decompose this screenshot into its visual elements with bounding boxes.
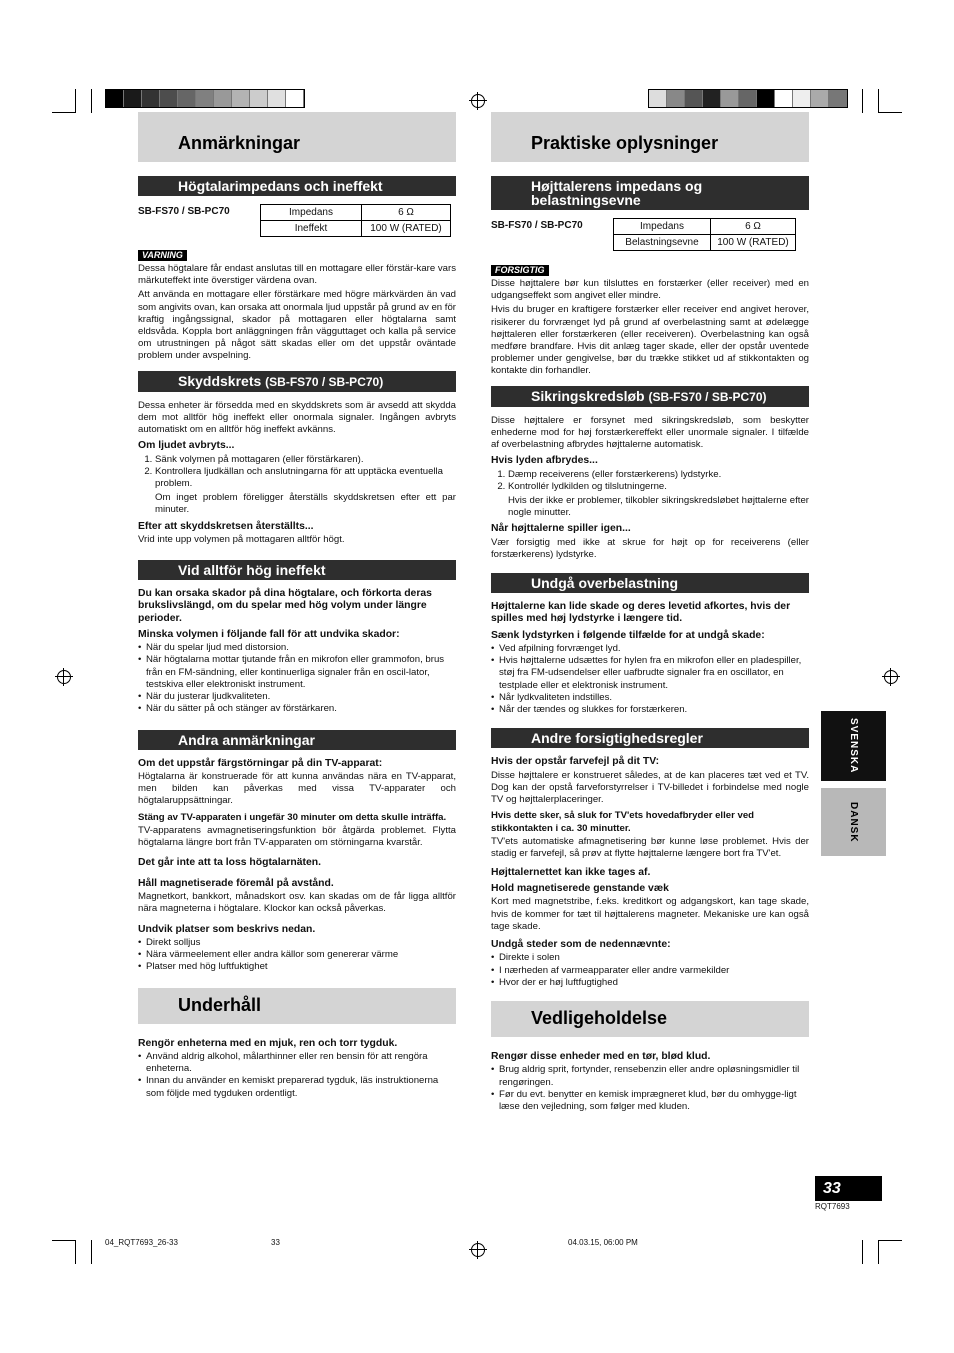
subheading: Minska volymen i följande fall för att undvika skador: bbox=[138, 628, 400, 640]
spec-block bbox=[491, 218, 809, 251]
bold-paragraph: Højttalerne kan lide skade og deres levetid afkortes, hvis der spilles med høj lydstyrke i længere tid. bbox=[491, 601, 791, 625]
paragraph: TV'ets automatiske afmagnetisering bør kunne løse problemet. Hvis der stadig er farvefejl, så prøv at flytte højttalerne længere bort fra TV'et. bbox=[491, 836, 809, 860]
steps-list bbox=[491, 469, 809, 493]
paragraph: Dessa högtalare får endast anslutas till en mottagare eller förstär-kare vars märkuteffekt inte överstiger värdena ovan. bbox=[138, 263, 456, 287]
spec-cell: Ineffekt bbox=[261, 221, 362, 237]
paragraph: TV-apparatens avmagnetiseringsfunktion bör åtgärda problemet. Flytta högtalarna längre bort från TV-apparaten om störningarna kvarstår. bbox=[138, 824, 456, 849]
list-item: • När du spelar ljud med distorsion. bbox=[146, 642, 456, 654]
crop-mark bbox=[878, 89, 879, 113]
subheading: Højttalernettet kan ikke tages af. bbox=[491, 866, 651, 878]
crop-mark bbox=[878, 1240, 879, 1264]
crop-mark bbox=[75, 89, 76, 113]
warning-label: FORSIGTIG bbox=[491, 265, 549, 276]
crop-mark bbox=[91, 89, 92, 113]
list-item: • Använd aldrig alkohol, målarthinner eller ren bensin för att rengöra enheterna. bbox=[146, 1051, 456, 1075]
heading-other-dk: Andre forsigtighedsregler bbox=[491, 728, 809, 748]
spec-cell: Belastningsevne bbox=[614, 235, 711, 251]
spec-cell: 100 W (RATED) bbox=[711, 235, 796, 251]
paragraph: Hvis du bruger en kraftigere forstærker eller receiver end angivet herover, risikerer du forvrænget lyd på grund af overbelastning samt at ødelægge højttaleren eller forstærkeren (eller receiveren). Overbelastning kan også medføre brandfare. Hvis dit anlæg tager skade, eller der opstår uventede problemer under gengivelse, bør du trække stikket ud af stikkontakten og kontakte din forhandler. bbox=[491, 304, 809, 377]
list-item: 1. Sänk volymen på mottagaren (eller förstärkaren). bbox=[155, 454, 456, 466]
spec-table bbox=[613, 218, 796, 251]
list-item: 2. Kontrollera ljudkällan och anslutningarna för att upptäcka eventuella problem. bbox=[155, 466, 456, 490]
footer-file: 04_RQT7693_26-33 bbox=[105, 1238, 178, 1247]
paragraph: Disse højttalere er konstrueret således, at de kan placeres tæt ved et TV. Dog kan der opstå farveforstyrrelser i TV-billedet i forbindelse med nogle TV og højttalerplaceringer. bbox=[491, 769, 809, 806]
subheading: Rengör enheterna med en mjuk, ren och torr tygduk. bbox=[138, 1037, 398, 1049]
list-item: • Hvis højttalerne udsættes for hylen fra en mikrofon eller en pladespiller, støj fra FM-udsendelser eller uafbrudte signaler fra en oscillator, en testplade eller et elektronisk instrument. bbox=[499, 655, 809, 692]
paragraph: Att använda en mottagare eller förstärkare med högre märkvärden än vad som angivits ovan, kan orsaka att onormala ljud uppstår på grund av en för kraftig ingångssignal, skador på mottagaren eller högtalarna samt eldsvåda. Koppla bort anläggningen från vägguttaget och kalla på service om utrustningen på något sätt skadas eller om det uppstår oväntade problem under avspelning. bbox=[138, 289, 456, 362]
crop-mark bbox=[91, 1240, 92, 1264]
heading-impedance: Högtalarimpedans och ineffekt bbox=[138, 176, 456, 196]
list-item: 2. Kontrollér lydkilden og tilslutningerne. bbox=[508, 481, 809, 493]
paragraph: Högtalarna är konstruerade för att kunna användas nära en TV-apparat, men bilden kan påverkas med vissa TV-apparater och högtalaruppsättningar. bbox=[138, 770, 456, 807]
model-label: SB-FS70 / SB-PC70 bbox=[138, 206, 230, 217]
subheading: Håll magnetiserade föremål på avstånd. bbox=[138, 877, 334, 889]
list-item: • Direkte i solen bbox=[499, 952, 809, 964]
spec-cell: 6 Ω bbox=[362, 205, 451, 221]
subheading: Om ljudet avbryts... bbox=[138, 440, 235, 452]
list-item: • Direkt solljus bbox=[146, 937, 456, 949]
subheading: Når højttalerne spiller igen... bbox=[491, 523, 631, 535]
section-title-praktiske: Praktiske oplysninger bbox=[491, 112, 809, 162]
subheading: Hold magnetiserede genstande væk bbox=[491, 882, 669, 894]
list-item: • Platser med hög luftfuktighet bbox=[146, 961, 456, 973]
list-item: • I nærheden af varmeapparater eller andre varmekilder bbox=[499, 965, 809, 977]
list-item: • Når lydkvaliteten indstilles. bbox=[499, 692, 809, 704]
spec-cell: Impedans bbox=[614, 219, 711, 235]
crop-mark bbox=[878, 1240, 902, 1241]
warning-label: VARNING bbox=[138, 250, 187, 261]
subheading: Om det uppstår färgstörningar på din TV-apparat: bbox=[138, 757, 383, 769]
paragraph: Vær forsigtig med ikke at skrue for højt op for receiverens (eller forstærkerens) lydstyrke. bbox=[491, 536, 809, 561]
crop-mark bbox=[75, 1240, 76, 1264]
paragraph: Hvis der ikke er problemer, tilkobler sikringskredsløbet højttalerne efter nogle minutter. bbox=[508, 495, 809, 519]
section-title-anmarkningar: Anmärkningar bbox=[138, 112, 456, 162]
model-label: SB-FS70 / SB-PC70 bbox=[491, 220, 583, 231]
crop-mark bbox=[878, 112, 902, 113]
spec-table bbox=[260, 204, 451, 237]
doc-code: RQT7693 bbox=[815, 1202, 850, 1211]
spec-cell: 6 Ω bbox=[711, 219, 796, 235]
heading-excessive-input: Vid alltför hög ineffekt bbox=[138, 560, 456, 580]
heading-protection: Skyddskrets (SB-FS70 / SB-PC70) bbox=[138, 371, 456, 392]
page-number: 33 bbox=[815, 1176, 882, 1201]
heading-protection-dk: Sikringskredsløb (SB-FS70 / SB-PC70) bbox=[491, 386, 809, 407]
subheading: Rengør disse enheder med en tør, blød klud. bbox=[491, 1050, 711, 1062]
bullet-list bbox=[138, 1051, 456, 1100]
list-item: • Nära värmeelement eller andra källor som genererar värme bbox=[146, 949, 456, 961]
bold-paragraph: Du kan orsaka skador på dina högtalare, och förkorta deras brukslivslängd, om du spelar med hög volym under längre perioder. bbox=[138, 588, 432, 624]
bullet-list bbox=[491, 952, 809, 989]
list-item: 1. Dæmp receiverens (eller forstærkerens) lydstyrke. bbox=[508, 469, 809, 481]
crop-mark bbox=[862, 89, 863, 113]
heading-impedance-dk: Højttalerens impedans og belastningsevne bbox=[491, 176, 809, 210]
paragraph: Disse højttalere er forsynet med sikringskredsløb, som beskytter enhederne mod for høj forstærkereffekt eller unormale signaler. I tilfælde af overbelastning afbrydes højttalerne automatisk. bbox=[491, 414, 809, 451]
footer-page: 33 bbox=[271, 1238, 280, 1247]
column-danish bbox=[491, 112, 809, 1115]
spec-cell: 100 W (RATED) bbox=[362, 221, 451, 237]
color-bar-right bbox=[648, 89, 848, 108]
color-bar-left bbox=[105, 89, 305, 108]
spec-cell: Impedans bbox=[261, 205, 362, 221]
section-title-vedligeholdelse: Vedligeholdelse bbox=[491, 1001, 809, 1037]
registration-mark bbox=[471, 1243, 485, 1257]
footer-date: 04.03.15, 06:00 PM bbox=[568, 1238, 638, 1247]
list-item: • Før du evt. benytter en kemisk imprægneret klud, bør du omhygge-ligt læse den vejledning, som følger med kluden. bbox=[499, 1089, 809, 1113]
subheading: Hvis lyden afbrydes... bbox=[491, 455, 598, 467]
subheading: Hvis der opstår farvefejl på dit TV: bbox=[491, 756, 660, 768]
subheading: Undvik platser som beskrivs nedan. bbox=[138, 923, 316, 935]
registration-mark bbox=[884, 670, 898, 684]
subheading: Det går inte att ta loss högtalarnäten. bbox=[138, 857, 322, 869]
bullet-list bbox=[491, 643, 809, 716]
paragraph: Dessa enheter är försedda med en skyddskrets som är avsedd att skydda dem mot alltför hög ineffekt eller onormala signaler. Ingången avbryts automatiskt om en alltför hög ineffekt avkänns. bbox=[138, 399, 456, 436]
crop-mark bbox=[862, 1240, 863, 1264]
steps-list bbox=[138, 454, 456, 491]
list-item: • Når der tændes og slukkes for forstærkeren. bbox=[499, 704, 809, 716]
subheading: Stäng av TV-apparaten i ungefär 30 minuter om detta skulle inträffa. bbox=[138, 811, 447, 823]
subheading: Undgå steder som de nedennævnte: bbox=[491, 938, 671, 950]
list-item: • När du sätter på och stänger av förstärkaren. bbox=[146, 703, 456, 715]
list-item: • Hvor der er høj luftfugtighed bbox=[499, 977, 809, 989]
bullet-list bbox=[138, 937, 456, 974]
column-swedish bbox=[138, 112, 456, 1102]
bullet-list bbox=[491, 1064, 809, 1113]
list-item: • När du justerar ljudkvaliteten. bbox=[146, 691, 456, 703]
section-title-underhall: Underhåll bbox=[138, 988, 456, 1024]
list-item: • Ved afpilning forvrænget lyd. bbox=[499, 643, 809, 655]
paragraph: Magnetkort, bankkort, månadskort osv. kan skadas om de får ligga alltför nära magneterna i högtalare. Klockor kan också påverkas. bbox=[138, 891, 456, 915]
subheading: Sænk lydstyrken i følgende tilfælde for at undgå skade: bbox=[491, 629, 765, 641]
list-item: • Brug aldrig sprit, fortynder, rensebenzin eller andre opløsningsmidler til rengøringen. bbox=[499, 1064, 809, 1088]
list-item: • Innan du använder en kemiskt preparerad tygduk, läs instruktionerna som följde med tygduken ordentligt. bbox=[146, 1075, 456, 1099]
paragraph: Disse højttalere bør kun tilsluttes en forstærker (eller receiver) med en udgangseffekt som angivet eller mindre. bbox=[491, 278, 809, 302]
language-tab-dansk: DANSK bbox=[821, 788, 886, 856]
list-item: • När högtalarna mottar tjutande från en mikrofon eller grammofon, brus från en FM-sändning, eller kontinuerliga signaler från en oscil-lator, testskiva eller elektroniskt instrument. bbox=[146, 654, 456, 691]
language-tab-svenska: SVENSKA bbox=[821, 711, 886, 781]
registration-mark bbox=[57, 670, 71, 684]
subheading: Hvis dette sker, så sluk for TV'ets hovedafbryder eller ved stikkontakten i ca. 30 minutter. bbox=[491, 810, 755, 834]
paragraph: Vrid inte upp volymen på mottagaren alltför högt. bbox=[138, 534, 345, 546]
paragraph: Kort med magnetstribe, f.eks. kreditkort og adgangskort, kan tage skade, hvis de kommer for tæt til højttalerens magneter. Mekaniske ure kan også tage skade. bbox=[491, 896, 809, 932]
paragraph: Om inget problem föreligger återställs skyddskretsen efter ett par minuter. bbox=[155, 492, 456, 516]
registration-mark bbox=[471, 94, 485, 108]
bullet-list bbox=[138, 642, 456, 715]
spec-block bbox=[138, 204, 456, 237]
heading-other-notes: Andra anmärkningar bbox=[138, 730, 456, 750]
crop-mark bbox=[52, 112, 76, 113]
subheading: Efter att skyddskretsen återställts... bbox=[138, 520, 314, 532]
crop-mark bbox=[52, 1240, 76, 1241]
heading-overload-dk: Undgå overbelastning bbox=[491, 573, 809, 593]
